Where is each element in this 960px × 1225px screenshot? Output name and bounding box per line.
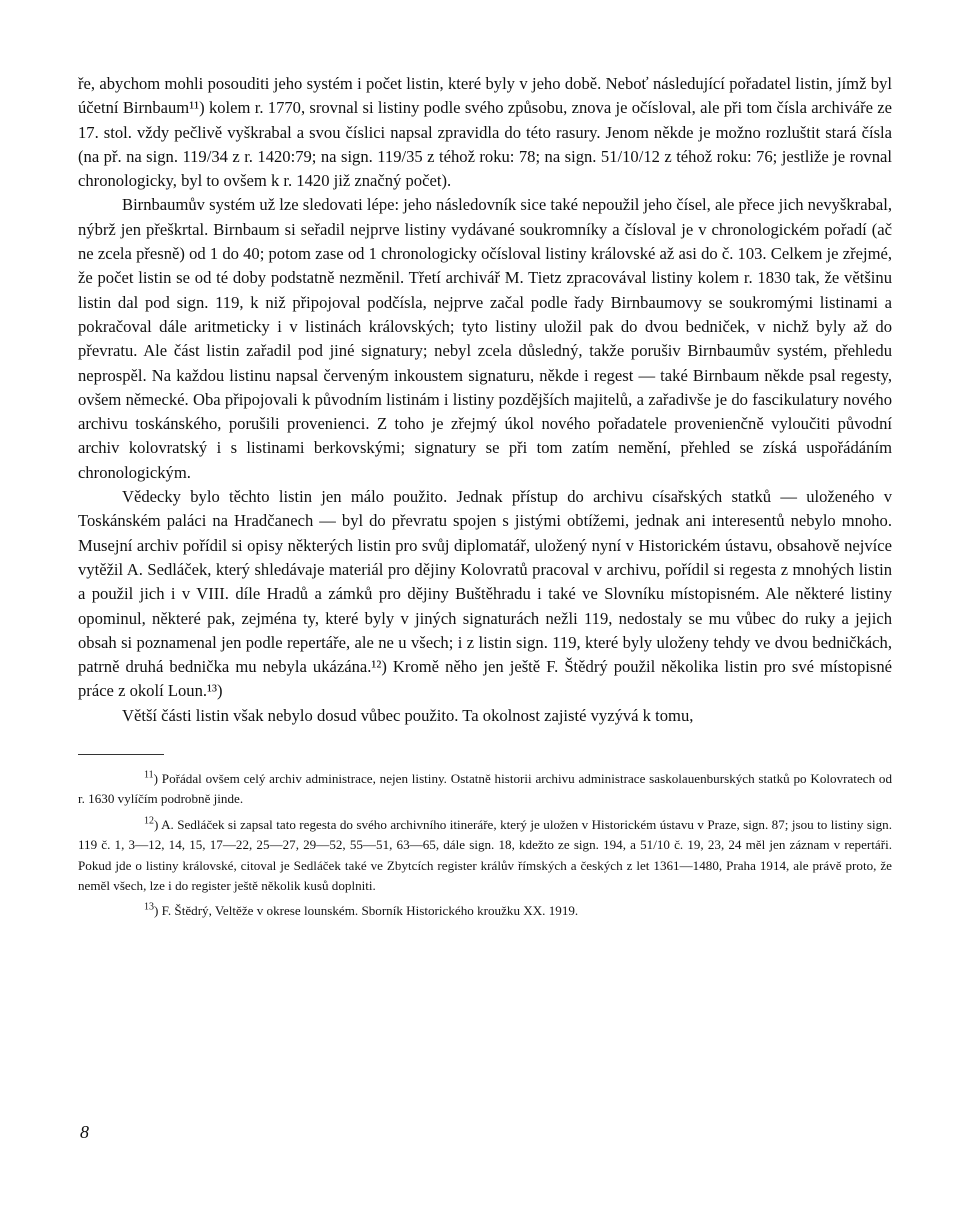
paragraph-1: ře, abychom mohli posouditi jeho systém i počet listin, které byly v jeho době. Neboť následující pořadatel listin, jímž byl účetní Birnbaum¹¹) kolem r. 1770, srovnal si listiny podle svého způsobu, znova je očísloval, ale při tom čísla archiváře ze 17. stol. vždy pečlivě vyškrabal a svou číslici napsal zpravidla do této rasury. Jenom někde je možno rozluštit stará čísla (na př. na sign. 119/34 z r. 1420:79; na sign. 119/35 z téhož roku: 78; na sign. 51/10/12 z téhož roku: 76; jestliže je rovnal chronologicky, byl to ovšem k r. 1420 již značný počet). xyxy=(78,74,892,191)
footnote-12 xyxy=(78,815,892,897)
footnote-mark: 13 xyxy=(144,902,154,914)
footnote-text: ) A. Sedláček si zapsal tato regesta do svého archivního itineráře, který je uložen v Historickém ústavu v Praze, sign. 87; jsou to listiny sign. 119 č. 1, 3—12, 14, 15, 17—22, 25—27, 29—52, 55—51, 63—65, dále sign. 18, kdežto ze sign. 194, a 51/10 č. 19, 23, 24 měl jen záznam v repertáři. Pokud jde o listiny královské, citoval je Sedláček také ve Zbytcích register králův římských a českých z let 1361—1480, Praha 1914, ale právě proto, že neměl všech, lze i do register ještě několik kusů doplniti. xyxy=(78,816,892,894)
footnotes xyxy=(78,769,892,922)
paragraph-2: Birnbaumův systém už lze sledovati lépe: jeho následovník sice také nepoužil jeho čísel, ale přece jich nevyškrabal, nýbrž jen přeškrtal. Birnbaum si seřadil nejprve listiny vydávané soukromníky a čísloval je v chronologickém pořadí (ač ne zcela přesně) od 1 do 40; potom zase od 1 chronologicky očísloval listiny královské až asi do č. 103. Celkem je zřejmé, že počet listin se od té doby podstatně nezměnil. Třetí archivář M. Tietz zpracovával listiny kolem r. 1830 tak, že většinu listin dal pod sign. 119, k niž připojoval podčísla, nejprve začal podle řady Birnbaumovy se soukromými listinami a pokračoval dále aritmeticky i v listinách královských; tyto listiny uložil pak do dvou bedniček, v nichž byly až do převratu. Ale část listin zařadil pod jiné signatury; nebyl zcela důsledný, takže porušiv Birnbaumův systém, přehledu neprospěl. Na každou listinu napsal červeným inkoustem signaturu, někde i regest — také Birnbaum někde psal regesty, ovšem německé. Oba připojovali k původním listinám i listiny pozdějších majitelů, a zařadivše je do fascikulatury nového archivu toskánského, porušili provenienci. Z toho je zřejmý úkol nového pořadatele provenienčně vyloučiti původní archiv kolovratský i s listinami berkovskými; signatury se při tom zatím nemění, přehled se získá uspořádáním chronologickým. xyxy=(78,195,892,482)
footnote-11 xyxy=(78,769,892,810)
paragraph-3: Vědecky bylo těchto listin jen málo použito. Jednak přístup do archivu císařských statků — uloženého v Toskánském paláci na Hradčanech — byl do převratu spojen s jistými obtížemi, jednak ani interesentů nebylo mnoho. Musejní archiv pořídil si opisy některých listin pro svůj diplomatář, uložený nyní v Historickém ústavu, obsahově nejvíce vytěžil A. Sedláček, který shledávaje materiál pro dějiny Kolovratů pracoval v archivu, pořídil si regesta z mnohých listin a použil jich i v VIII. díle Hradů a zámků pro dějiny Buštěhradu i také ve Slovníku místopisném. Ale některé listiny opominul, některé pak, zejména ty, které byly v jiných signaturách nežli 119, nedostaly se mu vůbec do ruky a jejich obsah si poznamenal jen podle repertáře, ale ne u všech; i z listin sign. 119, které byly uloženy tehdy ve dvou bedničkách, patrně druhá bednička mu nebyla ukázána.¹²) Kromě něho jen ještě F. Štědrý použil několika listin pro své místopisné práce z okolí Loun.¹³) xyxy=(78,487,892,701)
footnote-13 xyxy=(78,901,892,921)
footnote-mark: 12 xyxy=(144,815,154,827)
paragraph-4: Větší části listin však nebylo dosud vůbec použito. Ta okolnost zajisté vyzývá k tomu, xyxy=(122,705,694,725)
footnote-text: ) Pořádal ovšem celý archiv administrace, nejen listiny. Ostatně historii archivu administrace saskolauenburských statků po Kolovratech od r. 1630 vylíčím podrobně jinde. xyxy=(78,771,892,807)
footnote-mark: 11 xyxy=(144,769,154,781)
footnote-divider xyxy=(78,754,164,755)
footnote-text: ) F. Štědrý, Veltěže v okrese lounském. Sborník Historického kroužku XX. 1919. xyxy=(154,903,579,919)
document-page xyxy=(78,72,892,927)
page-number: 8 xyxy=(80,1122,89,1142)
main-text xyxy=(78,72,892,728)
